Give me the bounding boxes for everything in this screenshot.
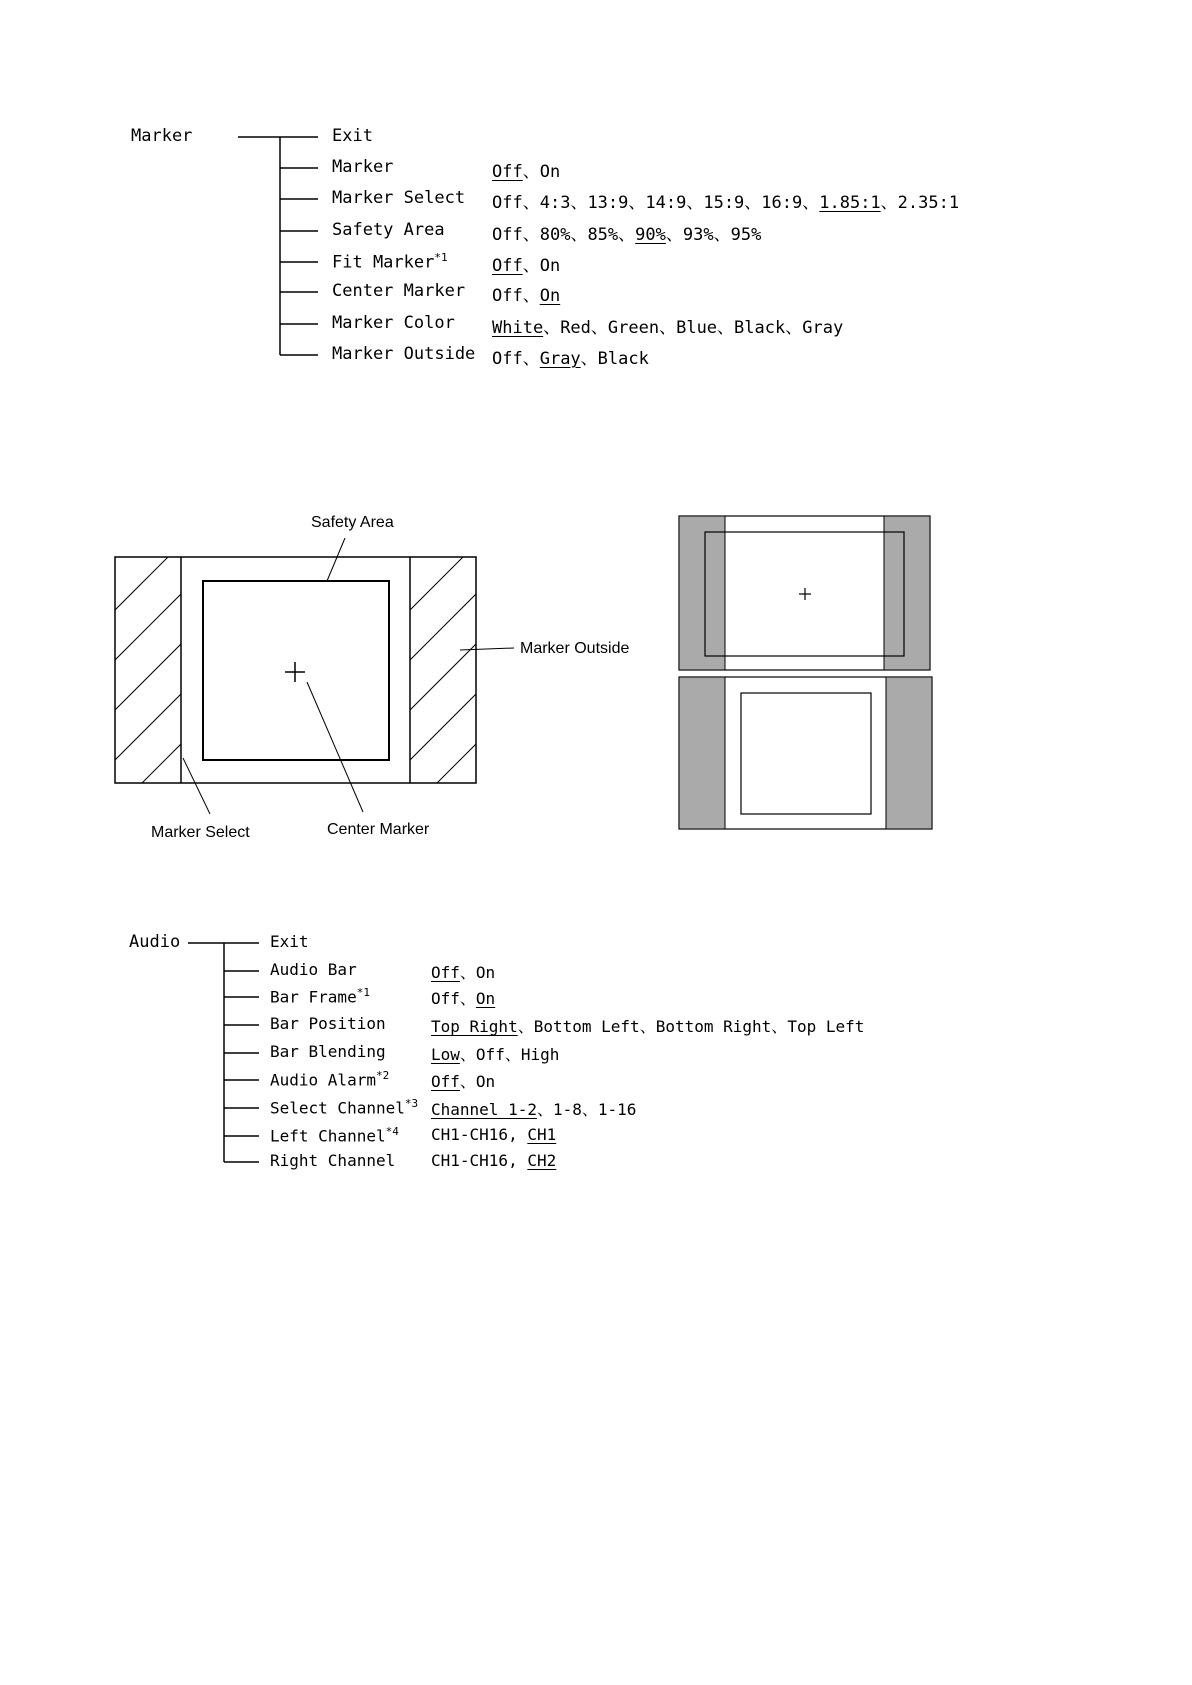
menu-item-text: Select Channel [270, 1098, 405, 1118]
option-value: On [475, 1072, 496, 1091]
option-separator: 、 [771, 1017, 788, 1036]
audio-menu-root: Audio [129, 932, 181, 952]
menu-item-text: Audio Alarm [270, 1070, 376, 1090]
option-default-value: 1.85:1 [819, 193, 881, 213]
menu-item-text: Marker Outside [332, 344, 476, 364]
option-separator: 、 [522, 286, 540, 306]
option-value: Black [734, 318, 786, 338]
option-value: High [520, 1045, 560, 1064]
option-value: Black [597, 349, 649, 369]
option-separator: 、 [744, 193, 762, 213]
option-separator: 、 [522, 225, 540, 245]
option-separator: 、 [580, 349, 598, 369]
menu-item-text: Safety Area [332, 220, 445, 240]
option-separator: 、 [717, 318, 735, 338]
option-default-value: Off [492, 256, 523, 276]
option-value: Off [475, 1045, 505, 1064]
option-default-value: Off [431, 1072, 460, 1091]
option-separator: 、 [590, 318, 608, 338]
option-value: 1-16 [597, 1100, 637, 1119]
menu-item-text: Right Channel [270, 1151, 396, 1170]
menu-item-options [431, 1125, 556, 1144]
option-separator: 、 [459, 963, 476, 982]
option-default-value: Channel 1-2 [431, 1100, 537, 1119]
option-value: 95% [730, 225, 762, 245]
marker-outside-label: Marker Outside [520, 640, 630, 657]
menu-item-label [270, 1151, 395, 1170]
option-value: 80% [539, 225, 571, 245]
menu-item-text: Fit Marker [332, 252, 435, 273]
option-separator: 、 [686, 193, 704, 213]
marker-select-label: Marker Select [151, 824, 250, 841]
option-default-value: CH1 [527, 1125, 557, 1144]
option-value: Off [492, 193, 523, 213]
option-separator: 、 [802, 193, 820, 213]
option-separator: 、 [581, 1100, 598, 1119]
option-value: Bottom Left [533, 1017, 640, 1036]
option-separator: 、 [713, 225, 731, 245]
menu-item-text: Left Channel [270, 1126, 386, 1146]
option-separator: 、 [522, 193, 540, 213]
option-value: 14:9 [645, 193, 687, 213]
option-separator: 、 [880, 193, 898, 213]
safety-area-label: Safety Area [311, 514, 394, 531]
option-value: 2.35:1 [897, 193, 960, 213]
option-value: CH1-CH16 [431, 1151, 509, 1170]
option-separator: 、 [459, 1072, 476, 1091]
option-separator: 、 [536, 1100, 553, 1119]
option-default-value: On [475, 989, 496, 1008]
option-default-value: On [539, 286, 561, 306]
menu-item-options [431, 960, 495, 983]
option-separator: , [508, 1125, 528, 1144]
option-value: Blue [676, 318, 718, 338]
menu-item-text: Exit [332, 126, 373, 146]
menu-item-text: Center Marker [332, 281, 466, 301]
option-separator: 、 [459, 989, 476, 1008]
menu-item-label [270, 1042, 386, 1061]
option-value: Top Left [787, 1017, 865, 1036]
option-separator: 、 [504, 1045, 521, 1064]
menu-item-options [431, 1069, 495, 1092]
menu-item-text: Marker [332, 157, 394, 177]
menu-item-label [270, 960, 357, 979]
menu-item-text: Marker Select [332, 188, 466, 208]
menu-item-options [431, 1151, 556, 1170]
option-value: 16:9 [761, 193, 803, 213]
menu-item-label [270, 986, 370, 1006]
option-separator: 、 [785, 318, 803, 338]
option-value: 93% [682, 225, 714, 245]
option-value: Off [492, 286, 523, 306]
menu-item-text: Bar Blending [270, 1042, 386, 1061]
menu-item-label [270, 1097, 418, 1117]
menu-item-label [270, 932, 309, 951]
option-value: 4:3 [539, 193, 571, 213]
option-default-value: Off [492, 162, 523, 182]
footnote-mark: *3 [404, 1097, 419, 1110]
option-value: On [475, 963, 496, 982]
footnote-mark: *1 [356, 986, 370, 999]
option-separator: 、 [570, 225, 588, 245]
option-value: Gray [802, 318, 844, 338]
option-value: Off [492, 349, 523, 369]
option-default-value: 90% [635, 225, 666, 245]
option-separator: 、 [522, 256, 540, 276]
option-separator: 、 [628, 193, 646, 213]
menu-item-options [431, 986, 495, 1009]
option-separator: 、 [665, 225, 683, 245]
option-value: On [539, 256, 561, 276]
option-value: 85% [587, 225, 619, 245]
option-separator: 、 [543, 318, 561, 338]
menu-item-text: Exit [270, 932, 309, 951]
option-separator: 、 [659, 318, 677, 338]
menu-item-options [431, 1042, 559, 1065]
option-default-value: Off [431, 963, 460, 982]
option-default-value: Gray [539, 349, 581, 369]
option-value: 15:9 [703, 193, 745, 213]
option-value: CH1-CH16 [431, 1125, 509, 1144]
option-separator: 、 [639, 1017, 656, 1036]
option-separator: 、 [618, 225, 636, 245]
menu-item-text: Bar Frame [270, 987, 357, 1007]
option-default-value: CH2 [527, 1151, 557, 1170]
menu-item-options [431, 1097, 636, 1120]
option-value: Red [560, 318, 591, 338]
center-marker-label: Center Marker [327, 821, 430, 838]
menu-item-label [270, 1125, 399, 1145]
option-separator: , [508, 1151, 528, 1170]
footnote-mark: *4 [385, 1125, 399, 1138]
menu-item-text: Audio Bar [270, 960, 357, 979]
option-value: 13:9 [587, 193, 629, 213]
menu-item-label [270, 1069, 389, 1089]
option-separator: 、 [570, 193, 588, 213]
option-default-value: Top Right [431, 1017, 518, 1036]
option-separator: 、 [522, 162, 540, 182]
menu-item-text: Marker Color [332, 313, 455, 333]
option-separator: 、 [459, 1045, 476, 1064]
menu-item-text: Bar Position [270, 1014, 386, 1033]
marker-menu-root: Marker [131, 126, 193, 146]
option-value: 1-8 [552, 1100, 582, 1119]
option-value: On [539, 162, 561, 182]
menu-item-label [270, 1014, 386, 1033]
option-value: Off [431, 989, 460, 1008]
option-default-value: White [492, 318, 544, 338]
footnote-mark: *2 [375, 1069, 390, 1082]
option-separator: 、 [517, 1017, 534, 1036]
option-default-value: Low [431, 1045, 460, 1064]
menu-item-options [431, 1014, 864, 1037]
footnote-mark: *1 [434, 251, 448, 264]
option-separator: 、 [522, 349, 540, 369]
option-value: Green [607, 318, 660, 338]
option-value: Bottom Right [655, 1017, 772, 1036]
option-value: Off [492, 225, 523, 245]
